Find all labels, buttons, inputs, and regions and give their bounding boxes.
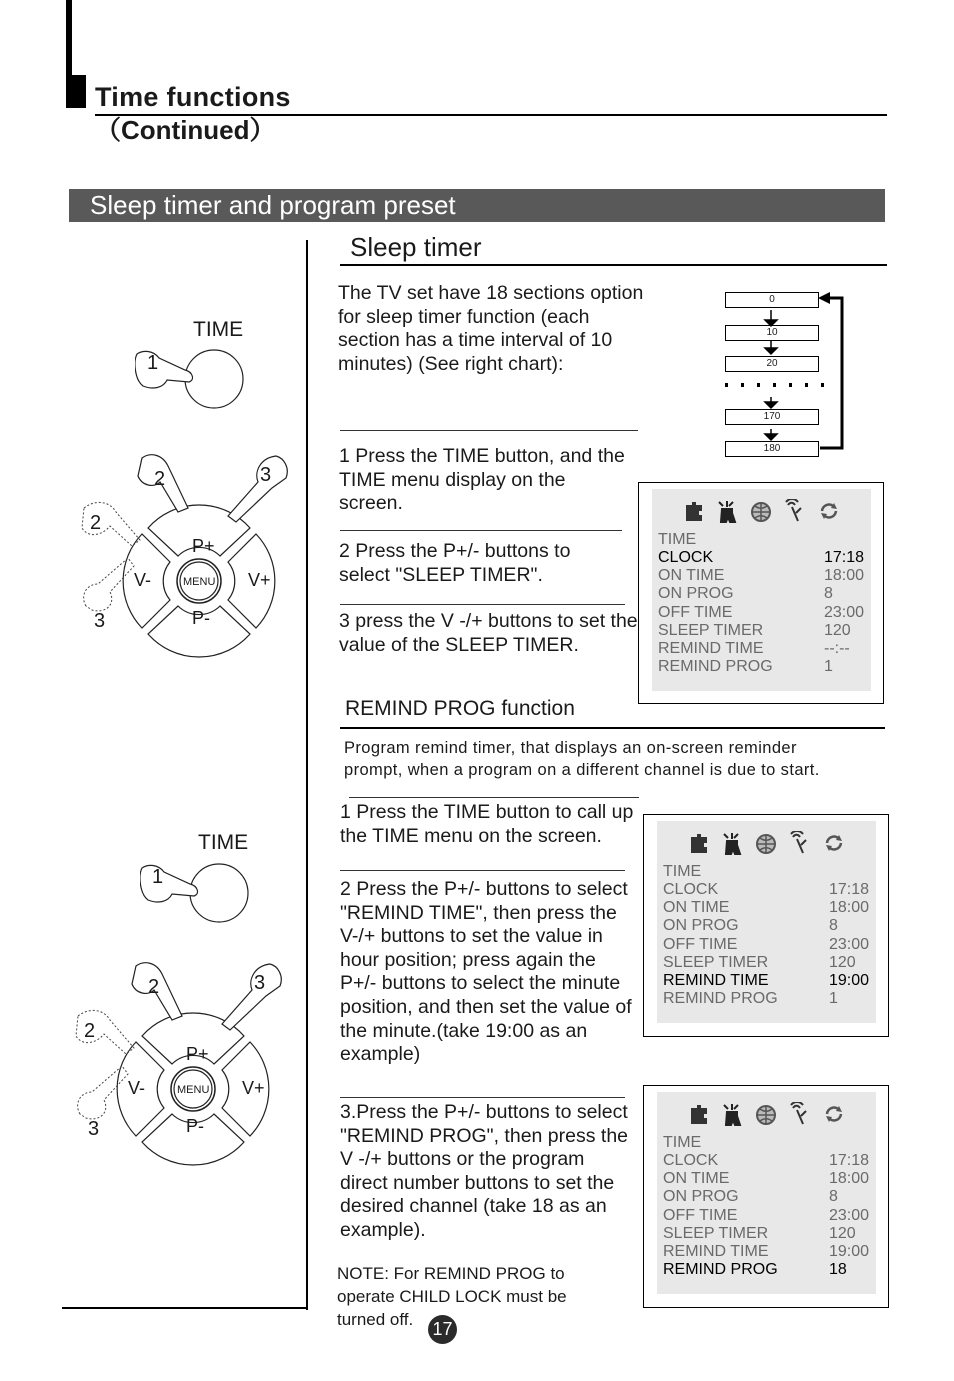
puzzle-icon <box>682 499 706 525</box>
bell-person-icon <box>721 831 745 857</box>
section-banner: Sleep timer and program preset <box>69 189 885 222</box>
menu-row-label: ON PROG <box>663 917 739 935</box>
menu-row-label: CLOCK <box>663 1152 719 1169</box>
menu-row[interactable] <box>658 622 868 640</box>
menu-row[interactable] <box>658 604 868 622</box>
menu-icon-bar <box>687 1096 867 1132</box>
divider <box>349 797 639 798</box>
step-number: 2 <box>84 1020 96 1042</box>
p-minus-label: P- <box>186 1116 204 1136</box>
chart-value: 20 <box>725 356 819 372</box>
menu-row-value: 19:00 <box>829 972 870 989</box>
menu-row-value: 1 <box>824 658 833 676</box>
remote-pad-illustration <box>70 448 310 658</box>
menu-label: MENU <box>177 1084 210 1096</box>
menu-row-value: 8 <box>829 917 838 935</box>
step-number: 2 <box>148 976 160 998</box>
menu-row[interactable] <box>663 881 873 899</box>
menu-row-value: 120 <box>829 1224 856 1242</box>
p-plus-label: P+ <box>186 1044 209 1064</box>
chart-value: 0 <box>725 292 819 308</box>
step-number: 3 <box>260 464 272 486</box>
menu-row[interactable] <box>663 1261 873 1279</box>
menu-row[interactable] <box>663 899 873 917</box>
sleep-timer-title: Sleep timer <box>350 232 482 262</box>
menu-row-label: CLOCK <box>663 881 719 898</box>
puzzle-icon <box>687 1102 711 1128</box>
menu-row[interactable] <box>663 1170 873 1188</box>
remind-prog-description <box>344 737 820 781</box>
divider <box>340 530 622 531</box>
menu-icon-bar <box>682 493 862 529</box>
menu-row[interactable] <box>663 1225 873 1243</box>
menu-row-label: OFF TIME <box>663 1206 738 1224</box>
menu-row-label: REMIND PROG <box>663 1261 778 1279</box>
menu-label: MENU <box>183 576 216 588</box>
menu-row[interactable] <box>663 972 873 990</box>
sleep-step-3: 3 press the V -/+ buttons to set the value of the SLEEP TIMER. <box>339 610 638 656</box>
globe-icon <box>750 499 774 525</box>
sleep-step-2: 2 Press the P+/- buttons to select "SLEEP TIMER". <box>339 540 571 586</box>
menu-row[interactable] <box>658 658 868 676</box>
remind-desc-line: prompt, when a program on a different channel is due to start. <box>344 761 820 779</box>
menu-row[interactable] <box>663 1243 873 1261</box>
menu-row-value: 18:00 <box>824 567 865 585</box>
menu-row[interactable] <box>658 585 868 603</box>
remind-prog-title: REMIND PROG function <box>345 697 575 720</box>
menu-row-label: SLEEP TIMER <box>663 953 769 971</box>
menu-row-value: 18:00 <box>829 1170 870 1188</box>
antenna-icon <box>784 499 808 525</box>
menu-title: TIME <box>658 531 697 548</box>
step-number: 3 <box>94 610 106 632</box>
divider <box>340 604 625 605</box>
remind-step-1: 1 Press the TIME button to call up the TIME menu on the screen. <box>340 801 634 847</box>
menu-row-label: OFF TIME <box>663 935 738 953</box>
step-number: 1 <box>152 866 164 888</box>
chart-value: 10 <box>725 325 819 341</box>
remind-desc-line: Program remind timer, that displays an on-screen reminder <box>344 739 797 757</box>
menu-title: TIME <box>663 863 702 880</box>
menu-row-value: --:-- <box>824 640 850 657</box>
v-plus-label: V+ <box>248 570 271 590</box>
bottom-rule <box>62 1307 308 1309</box>
remind-step-2: 2 Press the P+/- buttons to select "REMIND TIME", then press the V-/+ buttons to set the value in hour position; press again the P+/- buttons to select the minute position, and then set the value of the minute.(take 19:00 as an example) <box>340 878 632 1066</box>
menu-row[interactable] <box>663 1188 873 1206</box>
menu-row-value: 23:00 <box>824 603 865 621</box>
tv-menu-remind-prog <box>643 1085 889 1308</box>
menu-row-label: OFF TIME <box>658 603 733 621</box>
globe-icon <box>755 1102 779 1128</box>
menu-row-label: ON TIME <box>663 899 730 917</box>
menu-row-value: 17:18 <box>829 881 870 898</box>
menu-row-value: 18 <box>829 1261 847 1279</box>
menu-row-value: 120 <box>824 621 851 639</box>
column-divider <box>306 240 308 1310</box>
menu-row-value: 120 <box>829 953 856 971</box>
tv-menu-sleep <box>638 482 884 704</box>
menu-row[interactable] <box>658 549 868 567</box>
menu-row-label: REMIND PROG <box>663 990 778 1008</box>
menu-row-value: 1 <box>829 990 838 1008</box>
menu-row-label: REMIND PROG <box>658 658 773 676</box>
menu-row[interactable] <box>663 990 873 1008</box>
menu-title: TIME <box>663 1134 702 1151</box>
globe-icon <box>755 831 779 857</box>
sleep-intro: The TV set have 18 sections option for sleep timer function (each section has a time interval of 10 minutes) (See right chart): <box>338 282 644 375</box>
menu-row-label: REMIND TIME <box>663 972 769 989</box>
divider <box>340 870 625 871</box>
menu-row-label: ON TIME <box>658 567 725 585</box>
remote-pad-illustration <box>64 956 304 1166</box>
menu-row-label: CLOCK <box>658 549 714 566</box>
refresh-icon <box>823 831 847 857</box>
menu-row-value: 8 <box>824 585 833 603</box>
refresh-icon <box>823 1102 847 1128</box>
menu-icon-bar <box>687 825 867 861</box>
page-number: 17 <box>428 1315 457 1344</box>
menu-row-value: 17:18 <box>824 549 865 566</box>
menu-row-label: SLEEP TIMER <box>663 1224 769 1242</box>
step-number: 2 <box>154 468 166 490</box>
menu-row[interactable] <box>658 640 868 658</box>
remind-prog-rule <box>340 727 885 729</box>
menu-row-label: ON TIME <box>663 1170 730 1188</box>
header-block <box>66 75 86 108</box>
menu-row-value: 18:00 <box>829 899 870 917</box>
menu-row-value: 17:18 <box>829 1152 870 1169</box>
v-plus-label: V+ <box>242 1078 265 1098</box>
chart-value: 170 <box>725 409 819 425</box>
p-plus-label: P+ <box>192 536 215 556</box>
menu-row[interactable] <box>658 567 868 585</box>
page-title: Time functions <box>95 82 291 112</box>
puzzle-icon <box>687 831 711 857</box>
v-minus-label: V- <box>128 1078 146 1098</box>
menu-row[interactable] <box>663 917 873 935</box>
menu-row-value: 23:00 <box>829 935 870 953</box>
menu-row-label: REMIND TIME <box>663 1243 769 1260</box>
menu-row[interactable] <box>663 1207 873 1225</box>
chart-arrows <box>720 290 850 460</box>
menu-row-label: SLEEP TIMER <box>658 621 764 639</box>
menu-row-value: 23:00 <box>829 1206 870 1224</box>
sleep-step-1: 1 Press the TIME button, and the TIME menu display on the screen. <box>339 445 625 515</box>
divider <box>340 1097 625 1098</box>
menu-row[interactable] <box>663 936 873 954</box>
bell-person-icon <box>716 499 740 525</box>
menu-row-label: REMIND TIME <box>658 640 764 657</box>
antenna-icon <box>789 1102 813 1128</box>
step-number: 2 <box>90 512 102 534</box>
page-subtitle: （Continued） <box>95 115 276 145</box>
menu-row-label: ON PROG <box>658 585 734 603</box>
menu-row[interactable] <box>663 1152 873 1170</box>
antenna-icon <box>789 831 813 857</box>
time-button-label: TIME <box>193 318 244 341</box>
p-minus-label: P- <box>192 608 210 628</box>
tv-menu-remind-time <box>643 814 889 1037</box>
bell-person-icon <box>721 1102 745 1128</box>
note-child-lock: NOTE: For REMIND PROG to operate CHILD LOCK must be turned off. <box>337 1264 567 1329</box>
menu-row-value: 19:00 <box>829 1243 870 1260</box>
divider <box>340 430 638 431</box>
refresh-icon <box>818 499 842 525</box>
time-button-label: TIME <box>198 831 249 854</box>
step-number: 3 <box>88 1118 100 1140</box>
step-number: 1 <box>147 352 159 374</box>
menu-row-label: ON PROG <box>663 1188 739 1206</box>
step-number: 3 <box>254 972 266 994</box>
remind-step-3: 3.Press the P+/- buttons to select "REMIND PROG", then press the V -/+ buttons or the program direct number buttons to set the desired channel (take 18 as an example). <box>340 1101 629 1241</box>
menu-row[interactable] <box>663 954 873 972</box>
chart-value: 180 <box>725 441 819 457</box>
v-minus-label: V- <box>134 570 152 590</box>
menu-row-value: 8 <box>829 1188 838 1206</box>
sleep-timer-rule <box>340 264 887 266</box>
